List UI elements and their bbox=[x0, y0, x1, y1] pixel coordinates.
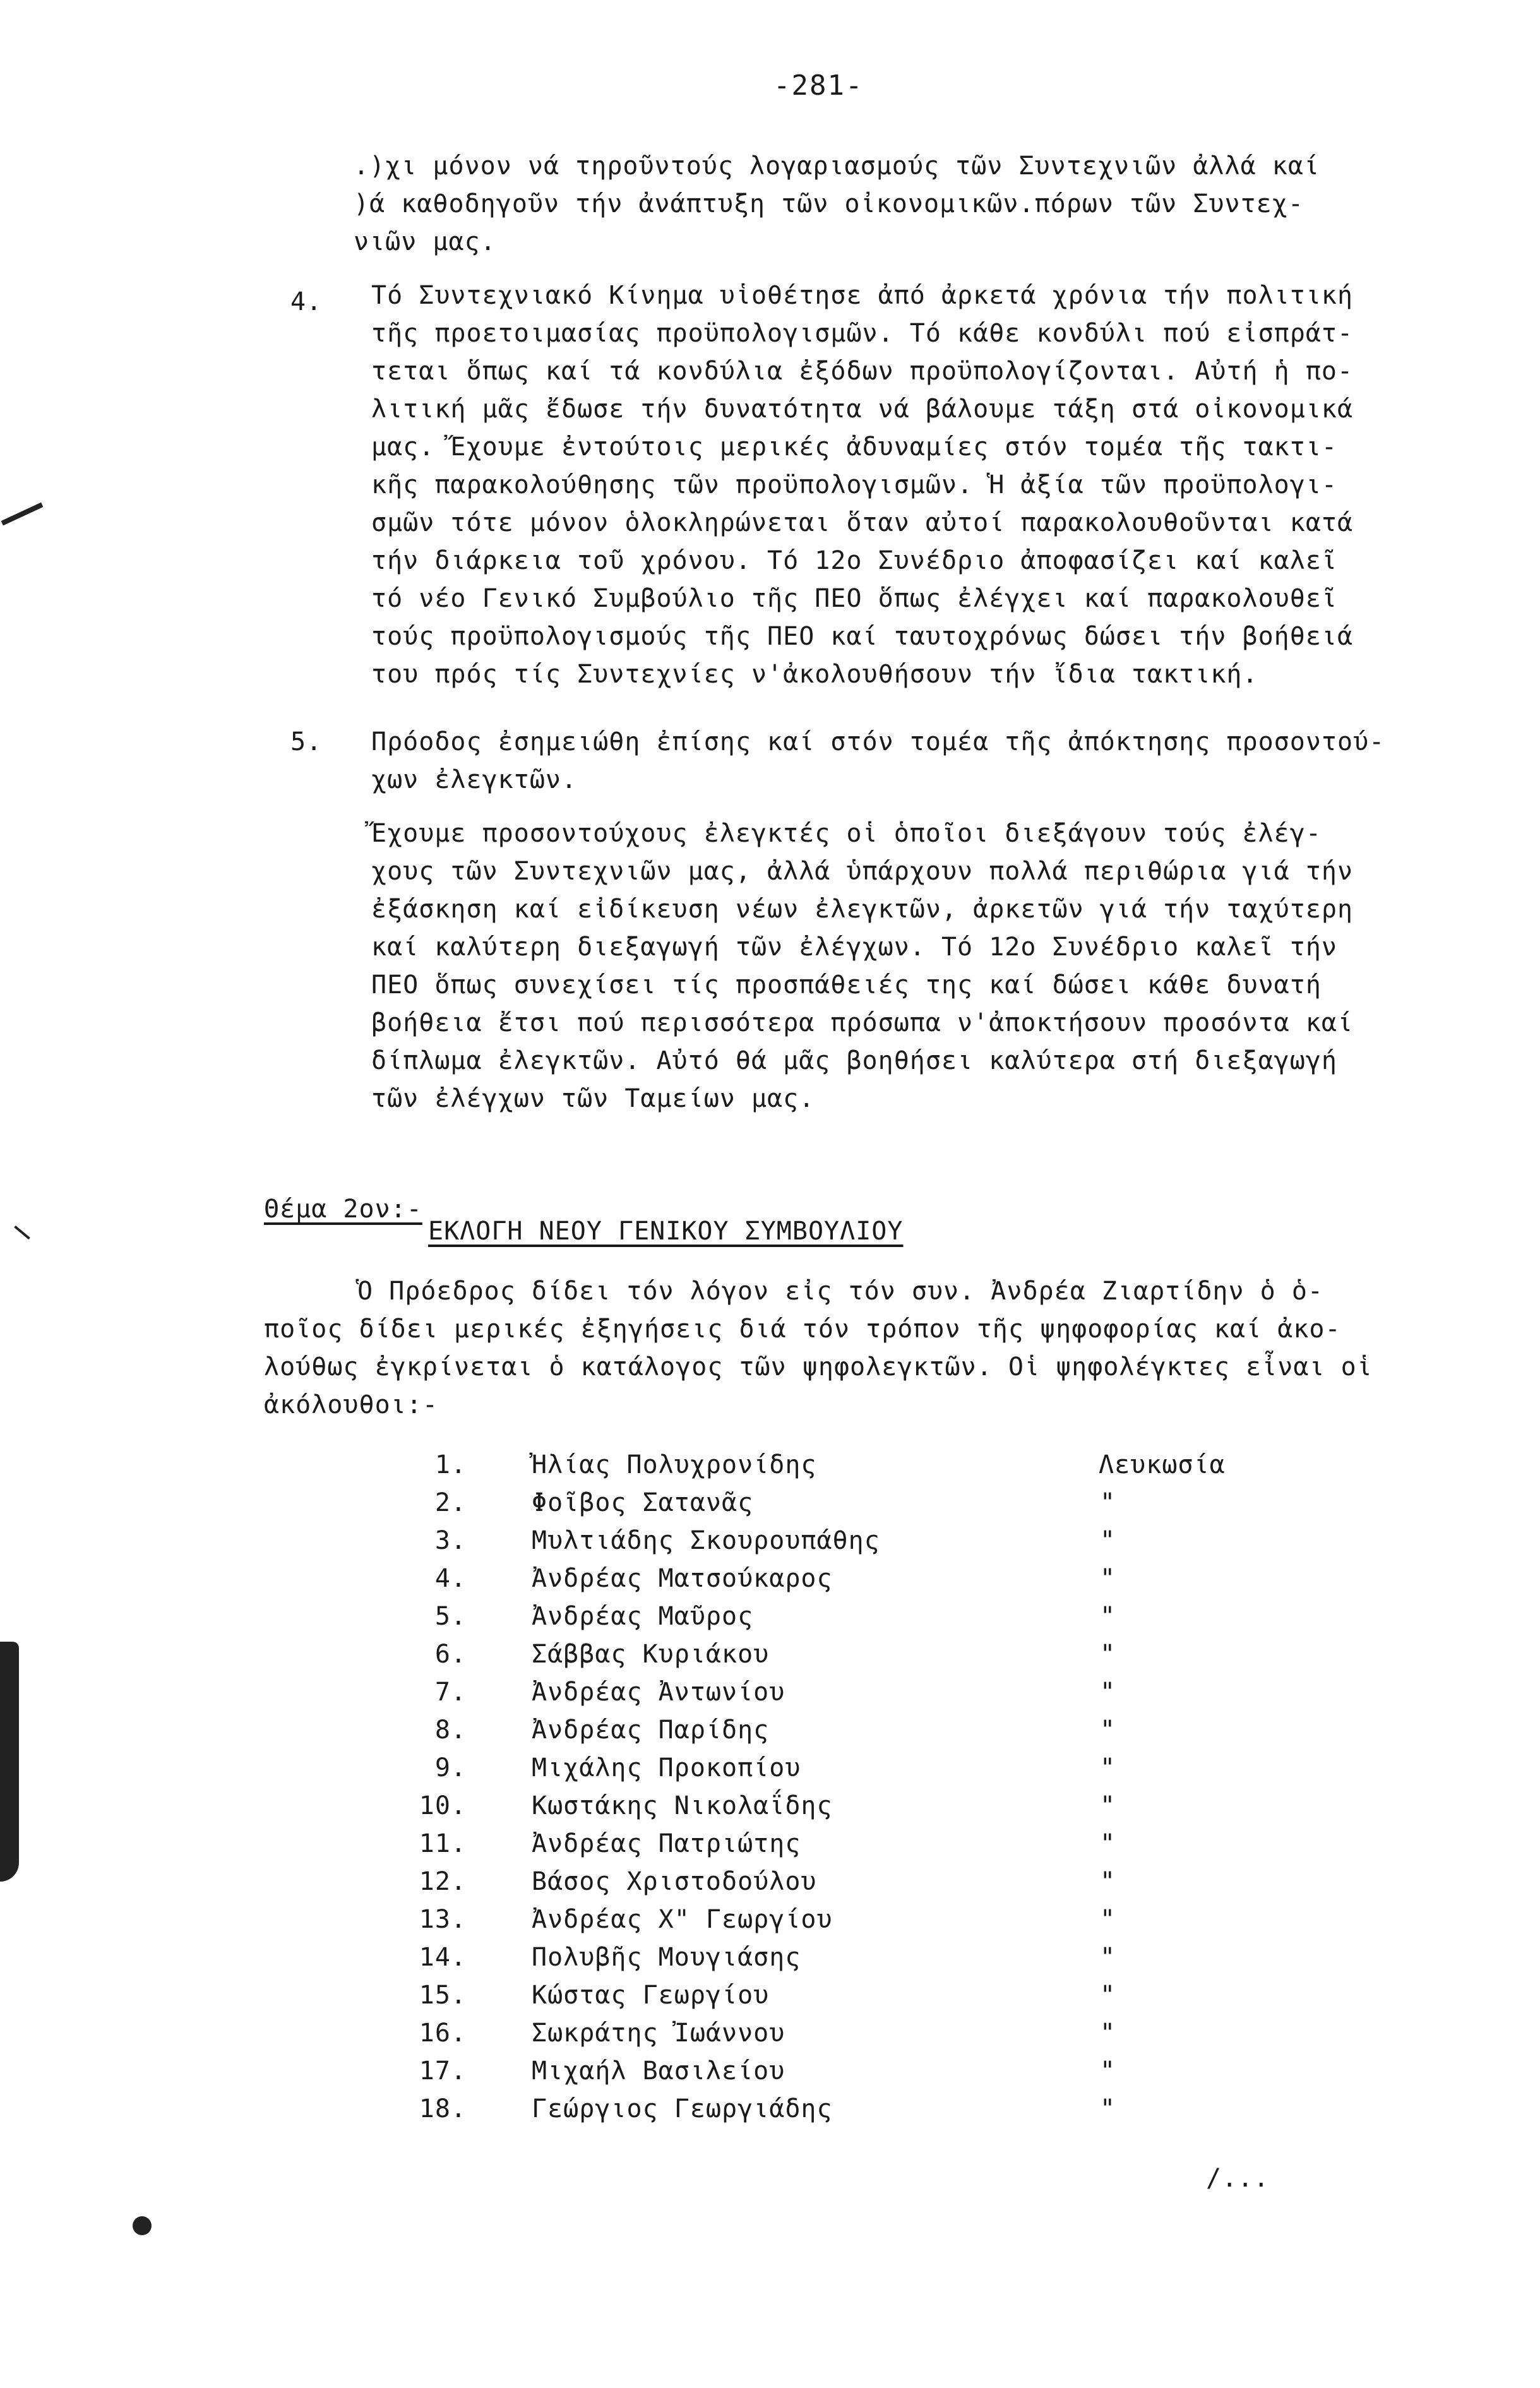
text-line: λιτική μᾶς ἔδωσε τήν δυνατότητα νά βάλουμε τάξη στά οἰκονομικά bbox=[371, 395, 1354, 424]
list-item bbox=[0, 1635, 1540, 1673]
list-item-number: 5. bbox=[434, 1602, 467, 1631]
item-5-paragraph bbox=[371, 815, 1353, 1118]
text-line: ἀκόλουθοι:- bbox=[264, 1390, 438, 1419]
list-item-name: Βάσος Χριστοδούλου bbox=[532, 1867, 817, 1896]
list-item bbox=[0, 1787, 1540, 1825]
text-line: καί καλύτερη διεξαγωγή τῶν ἐλέγχων. Τό 12ο Συνέδριο καλεῖ τήν bbox=[371, 933, 1338, 962]
list-item bbox=[0, 1749, 1540, 1787]
list-item-city: " bbox=[1100, 1943, 1116, 1972]
list-item-name: Ἀνδρέας Πατριώτης bbox=[532, 1829, 801, 1858]
page-number: -281- bbox=[773, 69, 864, 102]
list-item bbox=[0, 1863, 1540, 1901]
list-item-number: 1. bbox=[434, 1450, 467, 1479]
list-item-name: Μυλτιάδης Σκουρουπάθης bbox=[532, 1526, 880, 1555]
list-item bbox=[0, 2090, 1540, 2128]
text-line: τῶν ἐλέγχων τῶν Ταμείων μας. bbox=[371, 1084, 815, 1113]
list-item-city: " bbox=[1100, 1526, 1116, 1555]
scan-mark bbox=[1, 503, 44, 526]
list-item-number: 10. bbox=[419, 1791, 467, 1820]
list-item-name: Ἠλίας Πολυχρονίδης bbox=[532, 1450, 817, 1479]
list-item-city: Λευκωσία bbox=[1099, 1450, 1226, 1479]
list-item-number: 13. bbox=[419, 1905, 467, 1934]
list-item-city: " bbox=[1100, 1602, 1116, 1631]
list-item-city: " bbox=[1100, 1791, 1116, 1820]
theme-2-label: Θέμα 2ον:- bbox=[264, 1195, 422, 1224]
list-item-city: " bbox=[1100, 1753, 1116, 1782]
list-item bbox=[0, 2014, 1540, 2052]
text-line: Τό Συντεχνιακό Κίνημα υἱοθέτησε ἀπό ἀρκετά χρόνια τήν πολιτική bbox=[371, 281, 1354, 310]
text-line: ἐξάσκηση καί εἰδίκευση νέων ἐλεγκτῶν, ἀρκετῶν γιά τήν ταχύτερη bbox=[371, 895, 1354, 924]
text-line: Ἔχουμε προσοντούχους ἐλεγκτές οἱ ὁποῖοι διεξάγουν τούς ἐλέγ- bbox=[371, 819, 1322, 848]
list-item-name: Πολυβῆς Μουγιάσης bbox=[532, 1943, 801, 1972]
item-5-heading bbox=[371, 723, 1385, 799]
list-item-number: 18. bbox=[419, 2094, 467, 2123]
list-item bbox=[0, 1484, 1540, 1522]
text-line: μας. Ἔχουμε ἐντούτοις μερικές ἀδυναμίες στόν τομέα τῆς τακτι- bbox=[371, 433, 1338, 462]
list-item-name: Σωκράτης Ἰωάννου bbox=[532, 2019, 785, 2048]
list-item-number: 6. bbox=[434, 1640, 467, 1669]
list-item-name: Μιχαήλ Βασιλείου bbox=[532, 2057, 785, 2086]
text-line: κῆς παρακολούθησης τῶν προϋπολογισμῶν. Ἡ ἀξία τῶν προϋπολογι- bbox=[371, 470, 1338, 499]
list-item-city: " bbox=[1100, 1564, 1116, 1593]
theme-2-title: ΕΚΛΟΓΗ ΝΕΟΥ ΓΕΝΙΚΟΥ ΣΥΜΒΟΥΛΙΟΥ bbox=[428, 1217, 904, 1246]
list-item bbox=[0, 1901, 1540, 1938]
list-item bbox=[0, 1673, 1540, 1711]
list-item-name: Κωστάκης Νικολαΐδης bbox=[532, 1791, 833, 1820]
list-item-name: Ἀνδρέας Παρίδης bbox=[532, 1716, 770, 1745]
list-item-city: " bbox=[1100, 1981, 1116, 2010]
text-line: λούθως ἐγκρίνεται ὁ κατάλογος τῶν ψηφολεγκτῶν. Οἱ ψηφολέγκτες εἶναι οἱ bbox=[264, 1352, 1373, 1382]
list-item-name: Φοῖβος Σατανᾶς bbox=[532, 1488, 754, 1517]
item-4-paragraph bbox=[371, 277, 1353, 693]
list-item-city: " bbox=[1100, 1867, 1116, 1896]
list-item-name: Σάββας Κυριάκου bbox=[532, 1640, 770, 1669]
list-item bbox=[0, 1560, 1540, 1597]
list-item-number: 16. bbox=[419, 2019, 467, 2048]
list-item-name: Μιχάλης Προκοπίου bbox=[532, 1753, 801, 1782]
list-item-city: " bbox=[1100, 1829, 1116, 1858]
list-item bbox=[0, 1446, 1540, 1484]
scan-shadow bbox=[0, 1642, 19, 1882]
text-line: ποῖος δίδει μερικές ἐξηγήσεις διά τόν τρόπον τῆς ψηφοφορίας καί ἀκο- bbox=[264, 1315, 1341, 1344]
text-line: χων ἐλεγκτῶν. bbox=[371, 765, 578, 794]
list-item-number: 12. bbox=[419, 1867, 467, 1896]
text-line: Ὁ Πρόεδρος δίδει τόν λόγον εἰς τόν συν. Ἀνδρέα Ζιαρτίδην ὁ ὁ- bbox=[357, 1277, 1324, 1306]
text-line: σμῶν τότε μόνον ὁλοκληρώνεται ὅταν αὐτοί παρακολουθοῦνται κατά bbox=[371, 508, 1354, 537]
text-line: τήν διάρκεια τοῦ χρόνου. Τό 12ο Συνέδριο ἀποφασίζει καί καλεῖ bbox=[371, 546, 1338, 575]
list-item-city: " bbox=[1100, 1678, 1116, 1707]
list-item-city: " bbox=[1100, 1640, 1116, 1669]
list-item-name: Γεώργιος Γεωργιάδης bbox=[532, 2094, 833, 2123]
text-line: βοήθεια ἔτσι πού περισσότερα πρόσωπα ν'ἀποκτήσουν προσόντα καί bbox=[371, 1008, 1354, 1037]
list-item-number: 2. bbox=[434, 1488, 467, 1517]
list-item bbox=[0, 1597, 1540, 1635]
text-line: ΠΕΟ ὅπως συνεχίσει τίς προσπάθειές της καί δώσει κάθε δυνατή bbox=[371, 970, 1322, 1000]
list-item-name: Κώστας Γεωργίου bbox=[532, 1981, 770, 2010]
list-item-number: 3. bbox=[434, 1526, 467, 1555]
list-item-name: Ἀνδρέας Ἀντωνίου bbox=[532, 1678, 785, 1707]
list-item-city: " bbox=[1100, 1716, 1116, 1745]
list-item bbox=[0, 1976, 1540, 2014]
theme-2-paragraph bbox=[264, 1272, 1373, 1424]
text-line: του πρός τίς Συντεχνίες ν'ἀκολουθήσουν τήν ἴδια τακτική. bbox=[371, 660, 1258, 689]
text-line: τῆς προετοιμασίας προϋπολογισμῶν. Τό κάθε κονδύλι πού εἰσπράτ- bbox=[371, 319, 1354, 348]
item-number-5: 5. bbox=[290, 727, 323, 756]
list-item-city: " bbox=[1100, 1488, 1116, 1517]
intro-paragraph bbox=[354, 147, 1320, 261]
list-item-number: 8. bbox=[434, 1716, 467, 1745]
list-item bbox=[0, 1938, 1540, 1976]
list-item-city: " bbox=[1100, 2057, 1116, 2086]
scan-mark bbox=[133, 2216, 152, 2235]
list-item-number: 4. bbox=[434, 1564, 467, 1593]
list-item-number: 11. bbox=[419, 1829, 467, 1858]
list-item bbox=[0, 1711, 1540, 1749]
list-item-number: 17. bbox=[419, 2057, 467, 2086]
list-item-name: Ἀνδρέας Μαῦρος bbox=[532, 1602, 754, 1631]
text-line: δίπλωμα ἐλεγκτῶν. Αὐτό θά μᾶς βοηθήσει καλύτερα στή διεξαγωγή bbox=[371, 1046, 1338, 1075]
text-line: τεται ὅπως καί τά κονδύλια ἐξόδων προϋπολογίζονται. Αὐτή ἡ πο- bbox=[371, 357, 1354, 386]
text-line: )ά καθοδηγοῦν τήν ἀνάπτυξη τῶν οἰκονομικῶν.πόρων τῶν Συντεχ- bbox=[354, 189, 1304, 218]
continuation-mark: /... bbox=[1206, 2164, 1270, 2193]
item-number-4: 4. bbox=[290, 287, 323, 316]
scan-mark bbox=[14, 1226, 30, 1239]
text-line: νιῶν μας. bbox=[354, 227, 496, 256]
text-line: Πρόοδος ἐσημειώθη ἐπίσης καί στόν τομέα τῆς ἀπόκτησης προσοντού- bbox=[371, 727, 1385, 756]
list-item bbox=[0, 2052, 1540, 2090]
list-item-name: Ἀνδρέας Χ" Γεωργίου bbox=[532, 1905, 833, 1934]
text-line: τούς προϋπολογισμούς τῆς ΠΕΟ καί ταυτοχρόνως δώσει τήν βοήθειά bbox=[371, 622, 1354, 651]
list-item-number: 9. bbox=[434, 1753, 467, 1782]
text-line: .)χι μόνον νά τηροῦντούς λογαριασμούς τῶν Συντεχνιῶν ἀλλά καί bbox=[354, 152, 1320, 181]
list-item-city: " bbox=[1100, 2094, 1116, 2123]
list-item-number: 14. bbox=[419, 1943, 467, 1972]
list-item-name: Ἀνδρέας Ματσούκαρος bbox=[532, 1564, 833, 1593]
list-item bbox=[0, 1522, 1540, 1560]
list-item-number: 7. bbox=[434, 1678, 467, 1707]
text-line: τό νέο Γενικό Συμβούλιο τῆς ΠΕΟ ὅπως ἐλέγχει καί παρακολουθεῖ bbox=[371, 584, 1338, 613]
list-item-number: 15. bbox=[419, 1981, 467, 2010]
list-item-city: " bbox=[1100, 2019, 1116, 2048]
list-item-city: " bbox=[1100, 1905, 1116, 1934]
text-line: χους τῶν Συντεχνιῶν μας, ἀλλά ὑπάρχουν πολλά περιθώρια γιά τήν bbox=[371, 857, 1354, 886]
list-item bbox=[0, 1825, 1540, 1863]
